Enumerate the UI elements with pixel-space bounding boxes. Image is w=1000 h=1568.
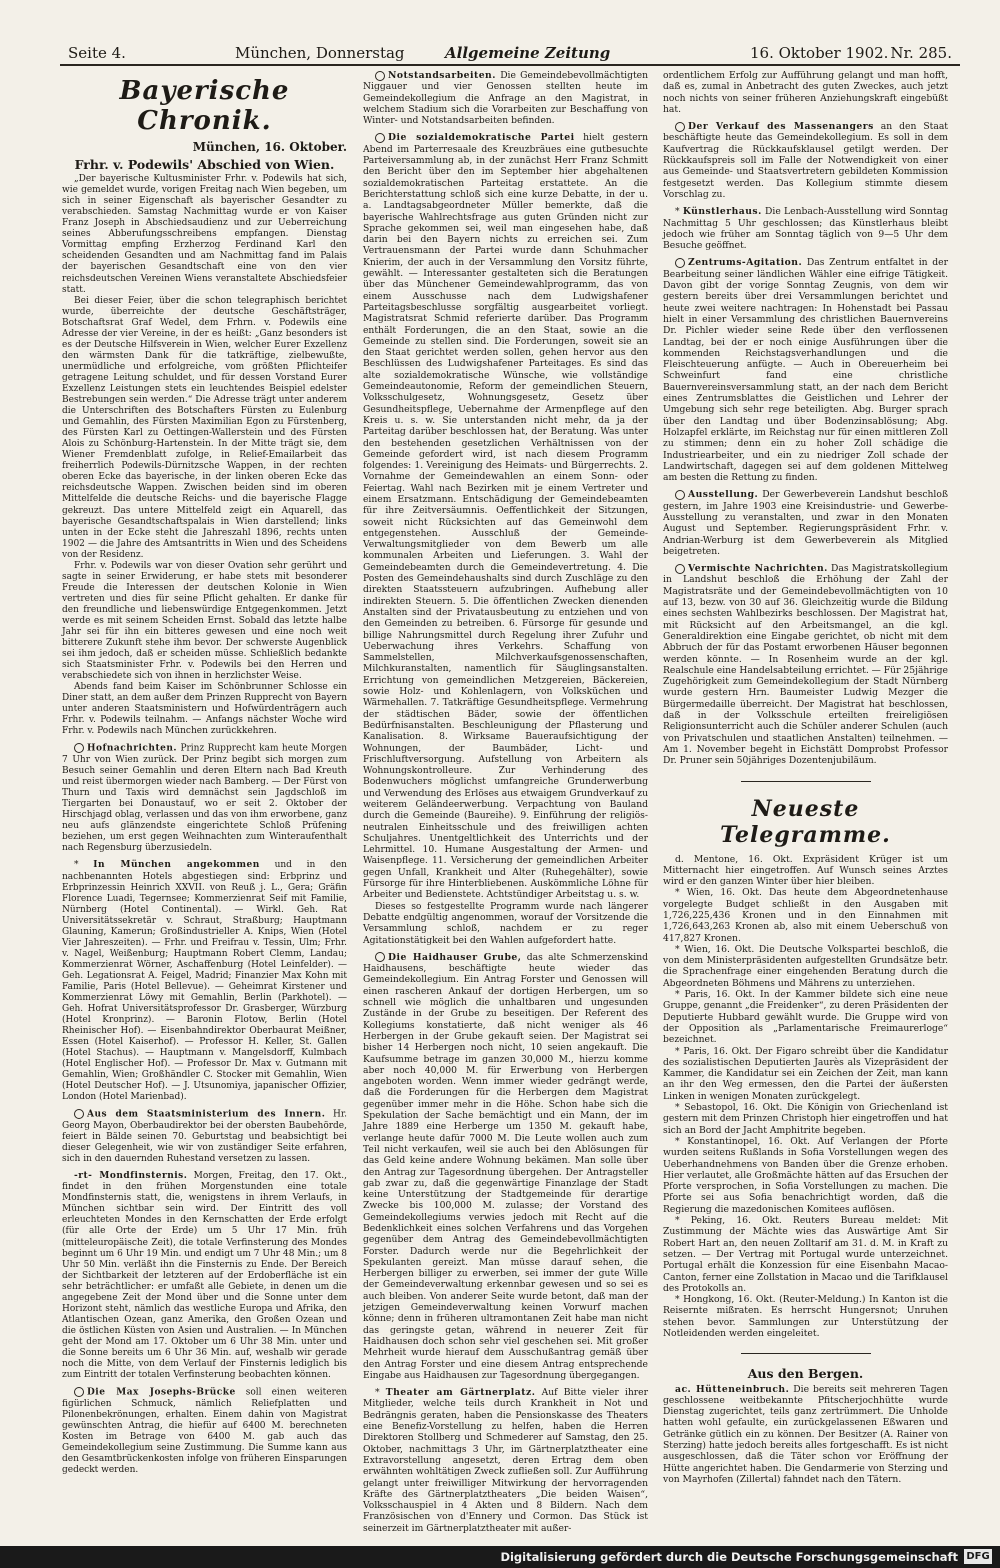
article-paragraph: Dieses so festgestellte Programm wurde nach längerer Debatte endgültig angenommen, worauf der Vorsitzende die Versammlung schloß, nachdem er zu reger Agitationstätigkeit bei den Wahlen aufgefordert hatte.	[363, 900, 648, 946]
article-text: Der Gewerbeverein Landshut beschloß gestern, im Jahre 1903 eine Kreisindustrie- und Gewerbe-Ausstellung zu veranstalten, und zwar in den Monaten August und September. Regierungspräsident Frhr. v. Andrian-Werburg ist dem Gewerbeverein als Mitglied beigetreten.	[663, 489, 948, 557]
telegram-item: * Konstantinopel, 16. Okt. Auf Verlangen der Pforte wurden seitens Rußlands in Sofia Vorstellungen wegen des Ueberhandnehmens von Banden über die Grenze erhoben. Hier verlautet, alle Großmächte hätten auf das Ersuchen der Pforte versprochen, in Sofia Vorstellungen zu machen. Die Pforte sei aus Sofia benachrichtigt worden, daß die Regierung die mazedonischen Komitees auflösen.	[663, 1135, 948, 1215]
telegram-item: * Hongkong, 16. Okt. (Reuter-Meldung.) In Kanton ist die Reisernte mißraten. Es herrscht Hungersnot; Unruhen stehen bevor. Sammlungen zur Unterstützung der Notleidenden werden eingeleitet.	[663, 1294, 948, 1339]
column-1	[62, 70, 347, 1476]
article-paragraph: Abends fand beim Kaiser im Schönbrunner Schlosse ein Diner statt, an dem außer dem Prinzen Rupprecht von Bayern unter anderen Staatsministern und Hofwürdenträgern auch Frhr. v. Podewils teilnahm. — Anfangs nächster Woche wird Frhr. v. Podewils nach München zurückkehren.	[62, 682, 347, 737]
article-max-josephs-bruecke	[62, 1387, 347, 1476]
article-lead: Die Haidhauser Grube,	[388, 951, 522, 963]
bullet-icon	[375, 71, 385, 81]
bullet-icon	[74, 743, 84, 753]
telegram-item: * Paris, 16. Okt. In der Kammer bildete sich eine neue Gruppe, genannt „die Freidenker“, zu deren Präsidenten der Deputierte Hubbard gewählt wurde. Die Gruppe wird von der Opposition als „Parlamentarische Freimaurerloge“ bezeichnet.	[663, 989, 948, 1046]
telegram-item: * Peking, 16. Okt. Reuters Bureau meldet: Mit Zustimmung der Mächte wies das Auswärtige Amt Sir Robert Hart an, den neuen Zolltarif am 31. d. M. in Kraft zu setzen. — Der Vertrag mit Portugal wurde unterzeichnet. Portugal erhält die Konzession für eine Eisenbahn Macao-Canton, ferner eine Zollstation in Macao und die Tarifklausel des Protokolls an.	[663, 1215, 948, 1294]
article-ausstellung	[663, 489, 948, 557]
masthead	[60, 40, 960, 66]
bullet-icon	[675, 122, 685, 132]
article-zentrums-agitation	[663, 257, 948, 483]
bullet-icon	[375, 133, 385, 143]
article-notstandsarbeiten	[363, 70, 648, 126]
article-mondfinsternis	[62, 1171, 347, 1381]
article-lead: Theater am Gärtnerplatz.	[385, 1387, 536, 1399]
telegram-item: * Wien, 16. Okt. Die Deutsche Volkspartei beschloß, die von dem Ministerpräsidenten aufgestellten Grundsätze betr. die Sprachenfrage einer eingehenden Beratung durch die Abgeordneten Böhmens und Mährens zu unterziehen.	[663, 943, 948, 989]
article-title-podewils: Frhr. v. Podewils' Abschied von Wien.	[74, 157, 335, 173]
article-staatsministerium	[62, 1109, 347, 1165]
article-massenanger	[663, 121, 948, 200]
article-text: Das Zentrum entfaltet in der Bearbeitung seiner ländlichen Wähler eine eifrige Tätigkeit. Davon gibt der vorige Sonntag Zeugnis, von dem wir gestern bereits über drei Versammlungen berichtet und heute zwei weitere nachtragen: In Hohenstadt bei Passau hielt in einer Versammlung des christlichen Bauernvereins Dr. Pichler wieder seine Rede über den verflossenen Landtag, bei der er noch einige Ausführungen über die kommenden Reichstagsverhandlungen und die Fleischteuerung anfügte. — Auch in Obereuerheim bei Schweinfurt fand eine christliche Bauernvereinsversammlung statt, an der nach dem Bericht eines Zentrumsblattes die Geistlichen und Lehrer der Umgebung sich sehr rege beteiligten. Abg. Burger sprach über den Landtag und über Bodenzinsablösung; Abg. Holzapfel erklärte, im Reichstag nur für einen mittleren Zoll zu stimmen; denn ein zu hoher Zoll schädige die Industriearbeiter, und ein zu niedriger Zoll schade der Landwirtschaft, dagegen sei auf dem goldenen Mittelweg am besten die Rettung zu finden.	[663, 257, 948, 484]
column-3	[663, 70, 948, 1485]
issue-date: 16. Oktober 1902.	[750, 44, 889, 62]
column-2	[363, 70, 648, 1534]
article-lead: Ausstellung.	[688, 489, 759, 501]
article-kuenstlerhaus: * Künstlerhaus. Die Lenbach-Ausstellung wird Sonntag Nachmittag 5 Uhr geschlossen; das Künstlerhaus bleibt jedoch wie früher am Sonntag täglich von 9—5 Uhr dem Besuche geöffnet.	[663, 206, 949, 252]
article-text: Morgen, Freitag, den 17. Okt., findet in den frühen Morgenstunden eine totale Mondfinsternis statt, die, wenigstens in ihrem Verlaufs, in München sichtbar sein wird. Der Eintritt des voll erleuchteten Mondes in den Kernschatten der Erde erfolgt (für alle Orte der Erde) um 5 Uhr 17 Min. früh (mitteleuropäische Zeit), die totale Verfinsterung des Mondes beginnt um 6 Uhr 19 Min. und endigt um 7 Uhr 48 Min.; um 8 Uhr 50 Min. verläßt ihn die Finsternis zu Ende. Der Bereich der Sichtbarkeit der letzteren auf der Erdoberfläche ist ein sehr beträchtlicher: er umfaßt alle Gebiete, in denen um die angegebene Zeit der Mond über und die Sonne unter dem Horizont steht, nämlich das westliche Europa und Afrika, den Atlantischen Ozean, ganz Amerika, den Großen Ozean und die östlichen Küsten von Asien und Australien. — In München geht der Mond am 17. Oktober um 6 Uhr 38 Min. unter und die Sonne bereits um 6 Uhr 36 Min. auf, weshalb wir gerade noch die Mitte, von dem Verlauf der Finsternis lediglich bis zum Eintritt der totalen Verfinsterung beobachten können.	[62, 1171, 347, 1381]
dateline: München, 16. Oktober.	[192, 140, 347, 154]
page-number: Seite 4.	[68, 44, 126, 62]
section-title-bayerische-chronik: Bayerische Chronik.	[119, 76, 290, 136]
article-lead: ac. Hütteneinbruch.	[675, 1383, 790, 1395]
article-lead: Vermischte Nachrichten.	[688, 563, 828, 575]
article-lead: Der Verkauf des Massenangers	[688, 121, 874, 133]
article-text: soll einen weiteren figürlichen Schmuck, nämlich Reliefplatten und Pilonenbekrönungen, erhalten. Einem dahin von Magistrat gewünschten Antrag, die hiefür auf 6400 M. berechneten Kosten im Betrage von 6400 M. gab auch das Gemeindekollegium seine Zustimmung. Die Summe kann aus den Gesamtbrückenkosten infolge von früheren Einsparungen gedeckt werden.	[62, 1387, 347, 1475]
article-paragraph: Frhr. v. Podewils war von dieser Ovation sehr gerührt und sagte in seiner Erwiderung, er habe stets mit besonderer Freude die Interessen der deutschen Kolonie in Wien vertreten und dies für seine Pflicht gehalten. Er danke für den freundliche und liebenswürdige Entgegenkommen. Jetzt werde es mit seinem Scheiden Ernst. Sobald das letzte halbe Jahr sei für ihn ein bitteres gewesen und eine noch weit bitterere Zukunft stehe ihm bevor. Der schwerste Augenblick sei ihm jedoch, daß er scheiden müsse. Schließlich bedankte sich Staatsminister Frhr. v. Podewils bei den Herren und verabschiedete sich von ihnen in herzlichster Weise.	[62, 560, 347, 682]
article-lead: Hofnachrichten.	[87, 743, 178, 754]
bullet-icon	[675, 258, 685, 268]
divider-rule	[741, 1353, 871, 1354]
telegram-item: * Paris, 16. Okt. Der Figaro schreibt über die Kandidatur des sozialistischen Deputierten Jaurès als Vizepräsident der Kammer, die Kandidatur sei ein Zeichen der Zeit, man kann an ihr den Weg ermessen, den die Partei der äußersten Linken in wenigen Monaten zurückgelegt.	[663, 1045, 948, 1102]
section-title-bergen: Aus den Bergen.	[747, 1366, 864, 1382]
article-lead: Zentrums-Agitation.	[688, 257, 803, 269]
newspaper-title: Allgemeine Zeitung	[445, 44, 611, 62]
article-lead: -rt- Mondfinsternis.	[74, 1171, 188, 1182]
article-continuation: ordentlichem Erfolg zur Aufführung gelangt und man hofft, daß es, zumal in Anbetracht des guten Zweckes, auch jetzt noch nichts von seiner früheren Anziehungskraft eingebüßt hat.	[663, 70, 948, 115]
place-and-day: München, Donnerstag	[235, 44, 405, 62]
issue-number: Nr. 285.	[890, 44, 952, 62]
dfg-logo: DFG	[964, 1549, 992, 1564]
article-lead: Die Max Josephs-Brücke	[87, 1387, 236, 1398]
telegram-item: * Sebastopol, 16. Okt. Die Königin von Griechenland ist gestern mit dem Prinzen Christoph hier eingetroffen und hat sich an Bord der Jacht Amphitrite begeben.	[663, 1102, 948, 1136]
article-haidhauser-grube	[363, 952, 648, 1381]
article-text: Die bereits seit mehreren Tagen geschlossene weitbekannte Pfitscherjochhütte wurde Dienstag zugerichtet, teils ganz zertrümmert. Die Unholde hatten wohl gefaulte, ein zurückgelassenen Eßwaren und Getränke gütlich ein zu können. Der Besitzer (A. Rainer von Sterzing) hatte jedoch bereits alles fortgeschafft. Es ist nicht ausgeschlossen, daß die Täter schon vor Eröffnung der Hütte angerichtet haben. Die Gendarmerie von Sterzing und von Mayrhofen (Zillertal) fahndet nach den Tätern.	[663, 1383, 949, 1485]
article-text: Die Gemeindebevollmächtigten Niggauer und vier Genossen stellten heute im Gemeindekollegium die Anfrage an den Magistrat, in welchem Stadium sich die Vorarbeiten zur Beschaffung von Winter- und Notstandsarbeiten befinden.	[363, 70, 648, 127]
bullet-icon	[375, 952, 385, 962]
telegram-item: * Wien, 16. Okt. Das heute dem Abgeordnetenhause vorgelegte Budget schließt in den Ausgaben mit 1,726,225,436 Kronen und in den Einnahmen mit 1,726,643,263 Kronen ab, also mit einem Ueberschuß von 417,827 Kronen.	[663, 887, 948, 944]
article-vermischte-nachrichten	[663, 563, 948, 766]
article-lead: Notstandsarbeiten.	[388, 70, 496, 81]
article-text: das alte Schmerzenskind Haidhausens, beschäftigte heute wieder das Gemeindekollegium. Ein Antrag Forster und Genossen will einen rascheren Ankauf der dortigen Herbergen, um so schnell wie möglich die unhaltbaren und ungesunden Zustände in der Grube zu beseitigen. Der Referent des Kollegiums konstatierte, daß nicht weniger als 46 Herbergen in der Grube gekauft seien. Der Magistrat sei bisher 14 Herbergen noch nicht, 10 seien angekauft. Die Kaufsumme betrage im ganzen 30,000 M., hierzu komme aber noch 40,000 M. für Erwerbung von Herbergen angeboten worden. Wenn immer wieder gedrängt werde, daß die Forderungen für die Herbergen dem Magistrat gegenüber immer mehr in die Höhe. Schon habe sich die Spekulation der Sache bemächtigt und ein Mann, der im Jahre 1889 eine Herberge um 1350 M. gekauft habe, verlange heute dafür 7000 M. Die Leute wollen auch zum Teil nicht verkaufen, weil sie auch bei den Ablösungen für das Geld keine andere Wohnung bekämen. Man solle über den Antrag zur Tagesordnung übergehen. Der Antragsteller gab zwar zu, daß die gegenwärtige Finanzlage der Stadt keine Unterstützung der Stadtgemeinde für derartige Zwecke bis 100,000 M. zulasse; der Vorstand des Gemeindekollegiums verwies jedoch mit Recht auf die Bedenklichkeit eines solchen Verfahrens und das Vorgehen gegenüber dem Antrag des Gemeindebevollmächtigten Forster. Dadurch werde nur die Begehrlichkeit der Spekulanten gereizt. Man müsse darauf sehen, die Herbergen billiger zu erwerben, sei immer der gute Wille der Gemeindeverwaltung erkennbar gewesen und so sei es auch bleiben. Von anderer Seite wurde betont, daß man der jetzigen Gemeindeverwaltung keinen Vorwurf machen könne; denn in früheren ultramontanen Zeit habe man nicht das geringste getan, während in neuerer Zeit für Haidhausen doch schon sehr viel geschehen sei. Mit großer Mehrheit wurde hierauf dem Ausschußantrag gemäß über den Antrag Forster und eine diesem Antrag entsprechende Eingabe aus Haidhausen zur Tagesordnung übergegangen.	[363, 951, 648, 1381]
article-angekommen: * In München angekommen und in den nachbenannten Hotels abgestiegen sind: Erbprinz und Erbprinzessin Heinrich XXVII. von Reuß j. L., Gera; Gräfin Florence Luadi, Tegernsee; Kommerzienrat Seif mit Familie, Nürnberg (Hotel Continental). — Wirkl. Geh. Rat Universitätssekretär v. Schraut, Straßburg; Hauptmann Glauning, Kamerun; Großindustrieller A. Knips, Wien (Hotel Vier Jahreszeiten). — Frhr. und Freifrau v. Tessin, Ulm; Frhr. v. Nagel, Weißenburg; Hauptmann Robert Clemm, Landau; Kommerzienrat Wörner, Aschaffenburg (Hotel Leinfelder). — Geh. Legationsrat A. Feigel, Madrid; Finanzier Max Kohn mit Familie, Paris (Hotel Bellevue). — Geheimrat Kirstener und Kommerzienrat Löwy mit Gemahlin, Berlin (Parkhotel). — Geh. Hofrat Universitätsprofessor Dr. Grasberger, Würzburg (Hotel Kronprinz). — Baronin Flotow, Berlin (Hotel Rheinischer Hof). — Eisenbahndirektor Oberbaurat Meißner, Essen (Hotel Kaiserhof). — Professor H. Keller, St. Gallen (Hotel Stachus). — Hauptmann v. Mangelsdorff, Kulmbach (Hotel Englischer Hof). — Professor Dr. Max v. Gutmann mit Gemahlin, Wien; Großhändler C. Stocker mit Gemahlin, Wien (Hotel Deutscher Hof). — J. Utsunomiya, japanischer Offizier, London (Hotel Marienbad).	[62, 860, 347, 1103]
article-hofnachrichten	[62, 743, 347, 854]
bullet-icon	[675, 490, 685, 500]
article-lead: Künstlerhaus.	[682, 206, 762, 218]
article-text: an den Staat beschäftigte heute das Gemeindekollegium. Es soll in dem Kaufvertrag die Rückkaufsklausel getilgt werden. Der Rückkaufspreis soll im Falle der Notwendigkeit von einer aus Gemeinde- und Staatsvertretern gebildeten Kommission festgesetzt werden. Das Kollegium stimmte diesem Vorschlag zu.	[663, 121, 949, 200]
article-paragraph: Bei dieser Feier, über die schon telegraphisch berichtet wurde, überreichte der deutsche Geschäftsträger, Botschaftsrat Graf Wedel, dem Frhrn. v. Podewils eine Adresse der vier Vereine, in der es heißt: „Ganz besonders ist es der Deutsche Hilfsverein in Wien, welcher Eurer Exzellenz den wärmsten Dank für die tatkräftige, zielbewußte, unermüdliche und erfolgreiche, vom größten Pflichteifer getragene Leitung schuldet, und für dessen Vorstand Eurer Exzellenz Leistungen stets ein leuchtendes Beispiel edelster Bestrebungen sein werden.“ Die Adresse trägt unter anderem die Unterschriften des Botschafters Fürsten zu Eulenburg und Gemahlin, des Fürsten Maximilian Egon zu Fürstenberg, des Fürsten Karl zu Oettingen-Wallerstein und des Fürsten Alois zu Schönburg-Hartenstein. In der Mitte trägt sie, dem Wiener Fremdenblatt zufolge, in Relief-Emailarbeit das freiherrlich Podewils-Dürnitzsche Wappen, in der rechten oberen Ecke das bayerische, in der linken oberen Ecke das reichsdeutsche Wappen. Zwischen beiden sind im oberen Mittelfelde die deutsche Reichs- und die bayerische Flagge gekreuzt. Das untere Mittelfeld zeigt ein Aquarell, das bayerische Gesandtschaftspalais in Wien darstellend; links unten in der Ecke steht die Jahreszahl 1896, rechts unten 1902 — die Jahre des Amtsantritts in Wien und des Scheidens von der Residenz.	[62, 295, 347, 560]
digitization-footer	[0, 1546, 1000, 1568]
footer-credit: Digitalisierung gefördert durch die Deutsche Forschungsgemeinschaft	[500, 1550, 958, 1564]
article-paragraph: „Der bayerische Kultusminister Frhr. v. Podewils hat sich, wie gemeldet wurde, vorigen Freitag nach Wien begeben, um sich in seiner Eigenschaft als bayerischer Gesandter zu verabschieden. Samstag Nachmittag wurde er von Kaiser Franz Joseph in Abschiedsaudienz und zur Ueberreichung seines Abberufungsschreibens empfangen. Dienstag Vormittag empfing Erzherzog Ferdinand Karl den scheidenden Gesandten und am Nachmittag fand im Palais der bayerischen Gesandtschaft eine von den vier reichsdeutschen Vereinen Wiens veranstaltete Abschiedsfeier statt.	[62, 174, 347, 295]
article-lead: In München angekommen	[93, 860, 260, 871]
telegram-item: d. Mentone, 16. Okt. Expräsident Krüger ist um Mitternacht hier eingetroffen. Auf Wunsch seines Arztes wird er den ganzen Winter über hier bleiben.	[663, 853, 948, 888]
bullet-icon	[675, 564, 685, 574]
article-text: und in den nachbenannten Hotels abgestiegen sind: Erbprinz und Erbprinzessin Heinrich XXVII. von Reuß j. L., Gera; Gräfin Florence Luadi, Tegernsee; Kommerzienrat Seif mit Familie, Nürnberg (Hotel Continental). — Wirkl. Geh. Rat Universitätssekretär v. Schraut, Straßburg; Hauptmann Glauning, Kamerun; Großindustrieller A. Knips, Wien (Hotel Vier Jahreszeiten). — Frhr. und Freifrau v. Tessin, Ulm; Frhr. v. Nagel, Weißenburg; Hauptmann Robert Clemm, Landau; Kommerzienrat Wörner, Aschaffenburg (Hotel Leinfelder). — Geh. Legationsrat A. Feigel, Madrid; Finanzier Max Kohn mit Familie, Paris (Hotel Bellevue). — Geheimrat Kirstener und Kommerzienrat Löwy mit Gemahlin, Berlin (Parkhotel). — Geh. Hofrat Universitätsprofessor Dr. Grasberger, Würzburg (Hotel Kronprinz). — Baronin Flotow, Berlin (Hotel Rheinischer Hof). — Eisenbahndirektor Oberbaurat Meißner, Essen (Hotel Kaiserhof). — Professor H. Keller, St. Gallen (Hotel Stachus). — Hauptmann v. Mangelsdorff, Kulmbach (Hotel Englischer Hof). — Professor Dr. Max v. Gutmann mit Gemahlin, Wien; Großhändler C. Stocker mit Gemahlin, Wien (Hotel Deutscher Hof). — J. Utsunomiya, japanischer Offizier, London (Hotel Marienbad).	[62, 860, 347, 1103]
article-lead: Aus dem Staatsministerium des Innern.	[87, 1109, 326, 1120]
article-text: Auf Bitte vieler ihrer Mitglieder, welche teils durch Krankheit in Not und Bedrängnis geraten, haben die Pensionskasse des Theaters eine Benefiz-Vorstellung zu helfen, haben die Herren Direktoren Stollberg und Schmederer auf Samstag, den 25. Oktober, nachmittags 3 Uhr, im Gärtnerplatztheater eine Extravorstellung angesetzt, deren Ertrag dem oben erwähnten wohltätigen Zweck zufließen soll. Zur Aufführung gelangt unter freiwilliger Mitwirkung der hervorragenden Kräfte des Gärtnerplatztheaters „Die beiden Waisen“, Volksschauspiel in 4 Akten und 8 Bildern. Nach dem Französischen von d'Ennery und Cormon. Das Stück ist seinerzeit im Gärtnerplatztheater mit außer-	[363, 1387, 649, 1534]
bullet-icon	[74, 1387, 84, 1397]
article-sozialdemokratische-partei	[363, 132, 648, 900]
divider-rule	[741, 781, 871, 782]
article-text: hielt gestern Abend im Parterresaale des Kreuzbräues eine gutbesuchte Parteiversammlung ab, in der zunächst Herr Franz Schmitt den Bericht über den im September hier abgehaltenen sozialdemokratischen Parteitag erstattete. An die Berichterstattung schloß sich eine kurze Debatte, in der u. a. Landtagsabgeordneter Müller bemerkte, daß die bayerische Wahlrechtsfrage aus guten Gründen nicht zur Sprache gekommen sei, weil man eingesehen habe, daß darin bei den Bayern nichts zu erreichen sei. Zum Vertrauensmann der Partei wurde dann Schuhmacher Knierim, der auch in der Versammlung den Vorsitz führte, gewählt. — Interessanter gestalteten sich die Beratungen über das Münchener Gemeindewahlprogramm, das von einem Ausschusse nach dem Ludwigshafener Parteitagsbeschlusse sorgfältig ausgearbeitet vorliegt. Magistratsrat Schmid referierte darüber. Das Programm enthält Forderungen, die an den Staat, sowie an die Gemeinde zu stellen sind. Die Forderungen, soweit sie an den Staat gerichtet werden sollen, gehen hervor aus den Beschlüssen des Ludwigshafener Parteitages. Es sind das alte sozialdemokratische Wünsche, wie vollständige Gemeindeautonomie, Reform der gemeindlichen Steuern, Volksschulgesetz, Wohnungsgesetz, Gesetz über Gesundheitspflege, Uebernahme der Armenpflege auf den Kreis u. s. w. Sie unterstanden nicht mehr, da ja der Parteitag darüber beschlossen hat, der Beratung. Was unter den bestehenden gesetzlichen Verhältnissen von der Gemeinde gefordert wird, ist nach diesem Programm folgendes: 1. Vereinigung des Heimats- und Bürgerrechts. 2. Vornahme der Gemeindewahlen an einem Sonn- oder Feiertag. Wahl nach Bezirken mit je einem Vertreter und einem Ersatzmann. Entschädigung der Gemeindebeamten für ihre Zeitversäumnis. Oeffentlichkeit der Sitzungen, soweit nicht Rücksichten auf das Gemeinwohl dem entgegenstehen. Ausschluß der Gemeinde-Verwaltungsmitglieder von dem Bewerb um alle kommunalen Arbeiten und Lieferungen. 3. Wahl der Gemeindebeamten durch die Gemeindevertretung. 4. Die Posten des Gemeindehaushalts sind durch Zuschläge zu den direkten Staatssteuern aufzubringen. Aufhebung aller indirekten Steuern. 5. Die öffentlichen Zwecken dienenden Anstalten sind der Privatausbeutung zu entziehen und von den Gemeinden zu betreiben. 6. Fürsorge für gesunde und billige Nahrungsmittel durch Regelung ihrer Zufuhr und Ueberwachung ihres Verkehrs. Schaffung von Sammelstellen, Milchverkaufsgenossenschaften, Milchkuranstalten, namentlich für Säuglingsanstalten. Errichtung von gemeindlichen Metzgereien, Bäckereien, sowie Holz- und Kohlenlagern, von Volksküchen und Wärmehallen. 7. Tatkräftige Gesundheitspflege. Vermehrung der städtischen Bäder, sowie der öffentlichen Bedürfnisanstalten. Beschleunigung der Pflasterung und Kanalisation. 8. Wirksame Baueraufsichtigung der Wohnungen, der Baumbäder, Licht- und Frischluftversorgung. Aufstellung von Arbeitern als Wohnungskontrolleure. Zur Verhinderung des Bodenwuchers möglichst umfangreiche Grunderwerbung und Verwendung des Erlöses aus etwaigem Grundverkauf zu weiterem Geländeerwerbung. Verpachtung von Bauland durch die Gemeinde (Baureihe). 9. Einführung der religiös-neutralen Einheitsschule und des freiwilligen achten Schuljahres. Unentgeltlichkeit des Unterrichts und der Lehrmittel. 10. Humane Ausgestaltung der Armen- und Waisenpflege. 11. Versicherung der gemeindlichen Arbeiter gegen Unfall, Krankheit und Alter (Ruhegehälter), sowie Fürsorge für ihre Hinterbliebenen. Auskömmliche Löhne für Arbeiter und Bedienstete. Achtstündiger Arbeitstag u. s. w.	[363, 132, 648, 901]
section-title-telegramme: Neueste Telegramme.	[720, 795, 891, 848]
article-lead: Die sozialdemokratische Partei	[388, 132, 575, 144]
article-theater: * Theater am Gärtnerplatz. Auf Bitte vieler ihrer Mitglieder, welche teils durch Krankheit in Not und Bedrängnis geraten, haben die Pensionskasse des Theaters eine Benefiz-Vorstellung zu helfen, haben die Herren Direktoren Stollberg und Schmederer auf Samstag, den 25. Oktober, nachmittags 3 Uhr, im Gärtnerplatztheater eine Extravorstellung angesetzt, deren Ertrag dem oben erwähnten wohltätigen Zweck zufließen soll. Zur Aufführung gelangt unter freiwilliger Mitwirkung der hervorragenden Kräfte des Gärtnerplatztheaters „Die beiden Waisen“, Volksschauspiel in 4 Akten und 8 Bildern. Nach dem Französischen von d'Ennery und Cormon. Das Stück ist seinerzeit im Gärtnerplatztheater mit außer-	[363, 1387, 649, 1534]
article-text: Prinz Rupprecht kam heute Morgen 7 Uhr von Wien zurück. Der Prinz begibt sich morgen zum Besuch seiner Gemahlin und deren Eltern nach Bad Kreuth und reist übermorgen wieder nach Bamberg. — Der Fürst von Thurn und Taxis wird demnächst sein Jagdschloß im Tiergarten bei Donaustauf, wo er seit 2. Oktober der Hirschjagd oblag, verlassen und das von ihm erworbene, ganz neu aufs glänzendste eingerichtete Schloß Prüfening beziehen, um erst gegen Weihnachten zum Winteraufenthalt nach Regensburg überzusiedeln.	[62, 743, 347, 854]
article-text: Die Lenbach-Ausstellung wird Sonntag Nachmittag 5 Uhr geschlossen; das Künstlerhaus bleibt jedoch wie früher am Sonntag täglich von 9—5 Uhr dem Besuche geöffnet.	[663, 206, 949, 252]
article-text: Hr. Georg Mayon, Oberbaudirektor bei der obersten Baubehörde, feiert in Bälde seinen 70. Geburtstag und beabsichtigt bei dieser Gelegenheit, wie wir von zuständiger Seite erfahren, sich in den dauernden Ruhestand versetzen zu lassen.	[62, 1109, 347, 1165]
article-huetteneinbruch	[663, 1384, 948, 1486]
article-text: Das Magistratskollegium in Landshut beschloß die Erhöhung der Zahl der Magistratsräte und der Gemeindebevollmächtigten von 10 auf 13, bezw. von 30 auf 36. Gleichzeitig wurde die Bildung eines sechsten Wahlbezirks beschlossen. Der Magistrat hat, mit Rücksicht auf den Arbeitsmangel, an die kgl. Generaldirektion eine Eingabe gerichtet, ob nicht mit dem Abbruch der für das Postamt erworbenen Häuser begonnen werden könnte. — In Rosenheim wurde an der kgl. Realschule eine Handelsabteilung errichtet. — Für 25jährige Zugehörigkeit zum Gemeindekollegium der Stadt Nürnberg wurde gestern Hrn. Baumeister Ludwig Mezger die Bürgermedaille überreicht. Der Magistrat hat beschlossen, daß in der Volksschule erteilten freireligiösen Religionsunterricht auch die Schüler anderer Schulen (auch von Privatschulen und staatlichen Anstalten) teilnehmen. — Am 1. November begeht in Eichstätt Domprobst Professor Dr. Pruner sein 50jähriges Dozentenjubiläum.	[663, 563, 948, 767]
bullet-icon	[74, 1109, 84, 1119]
